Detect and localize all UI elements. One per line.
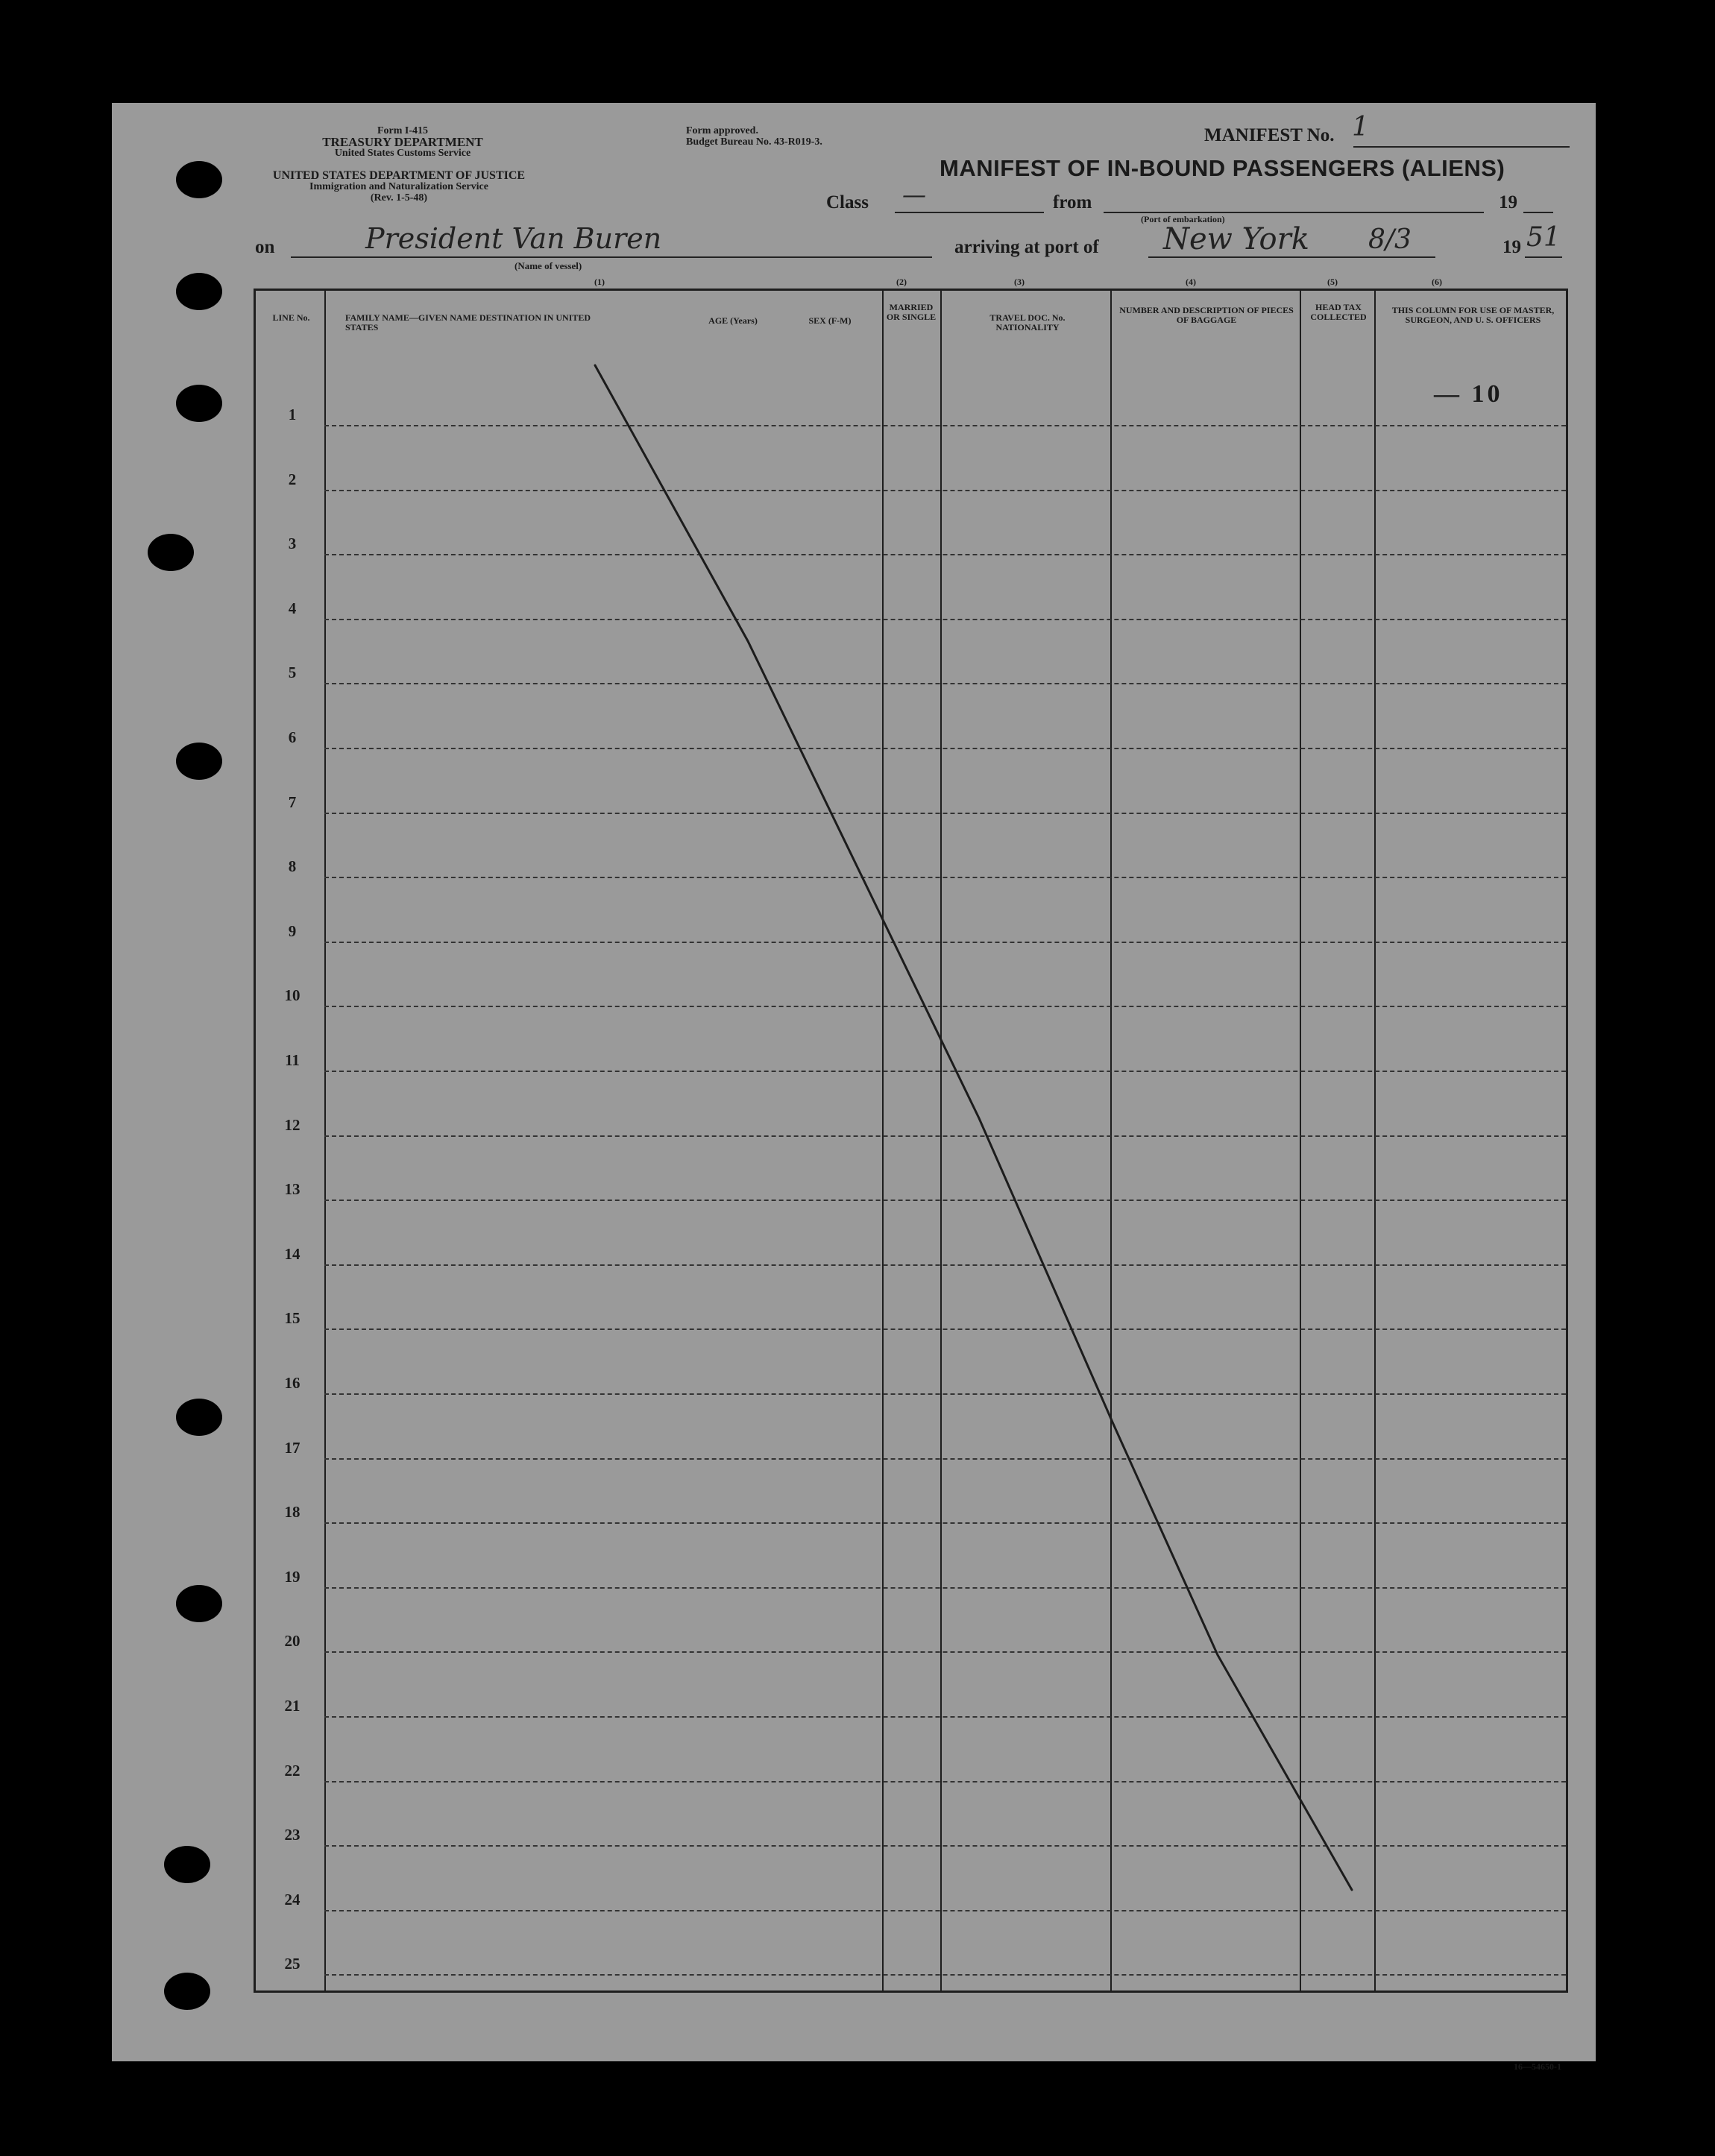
row-number: 20 [284, 1632, 300, 1651]
class-year-underline [1523, 212, 1553, 213]
table-row [256, 889, 1566, 954]
row-rule [324, 748, 1566, 749]
table-row [256, 1793, 1566, 1858]
row-number: 7 [288, 792, 297, 811]
row-rule [324, 1716, 1566, 1718]
manifest-no-value: 1 [1352, 112, 1369, 142]
row-rule [324, 877, 1566, 878]
table-row [256, 1599, 1566, 1664]
col-number: (4) [1186, 277, 1196, 287]
from-underline [1104, 212, 1484, 213]
row-rule [324, 1328, 1566, 1330]
form-number: Form I-415 [377, 125, 429, 136]
table-row [256, 1341, 1566, 1406]
header-age: AGE (Years) [708, 315, 758, 326]
table-row [256, 1276, 1566, 1341]
row-number: 17 [284, 1438, 300, 1457]
row-rule [324, 1071, 1566, 1072]
header-official: THIS COLUMN FOR USE OF MASTER, SURGEON, AND U. S. OFFICERS [1391, 305, 1555, 325]
class-year-prefix: 19 [1499, 192, 1517, 212]
table-row [256, 954, 1566, 1018]
binder-hole [176, 273, 222, 310]
row-number: 11 [285, 1051, 300, 1069]
row-rule [324, 942, 1566, 943]
port-underline [1148, 256, 1435, 258]
manifest-no-label: MANIFEST No. [1204, 125, 1335, 145]
passenger-table [254, 289, 1568, 1993]
binder-hole [164, 1973, 210, 2010]
table-row [256, 631, 1566, 696]
row-number: 5 [288, 663, 297, 682]
row-number: 6 [288, 728, 297, 746]
justice-block [254, 170, 544, 204]
form-id-block [239, 125, 567, 159]
row-rule [324, 1845, 1566, 1847]
arrival-year-prefix: 19 [1502, 237, 1521, 257]
table-row [256, 1729, 1566, 1794]
binder-hole [148, 534, 194, 571]
row-rule [324, 813, 1566, 814]
treasury-dept: TREASURY DEPARTMENT [322, 135, 483, 149]
col-number: (1) [594, 277, 605, 287]
col-number: (5) [1327, 277, 1338, 287]
row-rule [324, 1974, 1566, 1976]
official-mark: — 10 [1434, 380, 1503, 408]
row-rule [324, 1522, 1566, 1524]
row-rule [324, 1458, 1566, 1460]
on-label: on [255, 237, 275, 257]
col-number: (2) [896, 277, 907, 287]
table-row [256, 1922, 1566, 1987]
ins-service: Immigration and Naturalization Service [309, 181, 488, 192]
table-row [256, 825, 1566, 889]
row-number: 22 [284, 1761, 300, 1780]
table-row [256, 1406, 1566, 1471]
header-married: MARRIED OR SINGLE [886, 302, 937, 322]
binder-hole [176, 1399, 222, 1436]
binder-hole [176, 1585, 222, 1622]
row-rule [324, 1910, 1566, 1911]
row-rule [324, 1200, 1566, 1201]
footer-code: 16—54650-1 [1514, 2061, 1561, 2072]
row-number: 4 [288, 599, 297, 617]
row-number: 9 [288, 921, 297, 940]
table-row [256, 438, 1566, 502]
header-name: FAMILY NAME—GIVEN NAME DESTINATION IN UNITED STATES [345, 312, 591, 332]
table-row [256, 1858, 1566, 1923]
arrival-year-underline [1525, 256, 1562, 258]
row-number: 3 [288, 535, 297, 553]
table-row [256, 373, 1566, 438]
table-row [256, 1083, 1566, 1148]
row-rule [324, 1264, 1566, 1266]
table-row [256, 1018, 1566, 1083]
header-travel-doc: TRAVEL DOC. No. NATIONALITY [989, 312, 1066, 332]
row-rule [324, 1135, 1566, 1137]
vessel-caption: (Name of vessel) [514, 260, 582, 271]
table-row [256, 567, 1566, 631]
approval-line: Form approved. [686, 125, 758, 136]
vessel-name: President Van Buren [365, 222, 662, 255]
row-number: 1 [288, 406, 297, 423]
manifest-page [112, 103, 1596, 2072]
from-label: from [1053, 192, 1092, 212]
row-number: 10 [284, 986, 300, 1005]
row-rule [324, 683, 1566, 684]
approval-block [686, 125, 822, 148]
row-rule [324, 1393, 1566, 1395]
table-row [256, 1535, 1566, 1600]
row-rule [324, 1781, 1566, 1783]
justice-dept: UNITED STATES DEPARTMENT OF JUSTICE [272, 169, 526, 182]
row-number: 19 [284, 1567, 300, 1586]
class-underline [895, 212, 1044, 213]
vessel-underline [291, 256, 932, 258]
port-embarkation-caption: (Port of embarkation) [1141, 214, 1225, 224]
row-rule [324, 1587, 1566, 1589]
customs-service: United States Customs Service [334, 148, 471, 159]
arrival-date: 8/3 [1368, 224, 1412, 255]
table-row [256, 1212, 1566, 1277]
header-baggage: NUMBER AND DESCRIPTION OF PIECES OF BAGGAGE [1119, 305, 1294, 325]
table-row [256, 696, 1566, 760]
row-number: 2 [288, 470, 297, 488]
row-number: 18 [284, 1503, 300, 1522]
class-label: Class [826, 192, 869, 212]
header-sex: SEX (F-M) [808, 315, 852, 326]
budget-bureau: Budget Bureau No. 43-R019-3. [686, 136, 822, 148]
row-number: 25 [284, 1955, 300, 1973]
binder-hole [176, 385, 222, 422]
class-value: — [902, 180, 926, 209]
row-rule [324, 619, 1566, 620]
binder-hole [176, 161, 222, 198]
row-number: 14 [284, 1244, 300, 1263]
row-number: 15 [284, 1309, 300, 1328]
row-rule [324, 490, 1566, 491]
table-row [256, 502, 1566, 567]
arriving-label: arriving at port of [954, 237, 1099, 257]
arrival-port: New York [1163, 222, 1309, 256]
table-row [256, 1664, 1566, 1729]
arrival-year: 51 [1526, 222, 1561, 253]
binder-hole [176, 743, 222, 780]
row-number: 23 [284, 1826, 300, 1844]
row-number: 16 [284, 1374, 300, 1392]
page-title: MANIFEST OF IN-BOUND PASSENGERS (ALIENS) [940, 155, 1505, 181]
row-rule [324, 1006, 1566, 1007]
table-row [256, 760, 1566, 825]
table-row [256, 1470, 1566, 1535]
table-row [256, 1147, 1566, 1212]
row-rule [324, 425, 1566, 426]
header-line-no: LINE No. [272, 312, 310, 323]
form-revision: (Rev. 1-5-48) [370, 192, 428, 204]
row-rule [324, 1651, 1566, 1653]
col-number: (3) [1014, 277, 1025, 287]
row-number: 12 [284, 1115, 300, 1134]
row-number: 21 [284, 1697, 300, 1715]
row-rule [324, 554, 1566, 555]
col-number: (6) [1432, 277, 1442, 287]
row-number: 24 [284, 1890, 300, 1908]
row-number: 8 [288, 857, 297, 876]
row-number: 13 [284, 1180, 300, 1199]
manifest-no-underline [1353, 146, 1570, 148]
binder-hole [164, 1846, 210, 1883]
header-head-tax: HEAD TAX COLLECTED [1310, 302, 1367, 322]
